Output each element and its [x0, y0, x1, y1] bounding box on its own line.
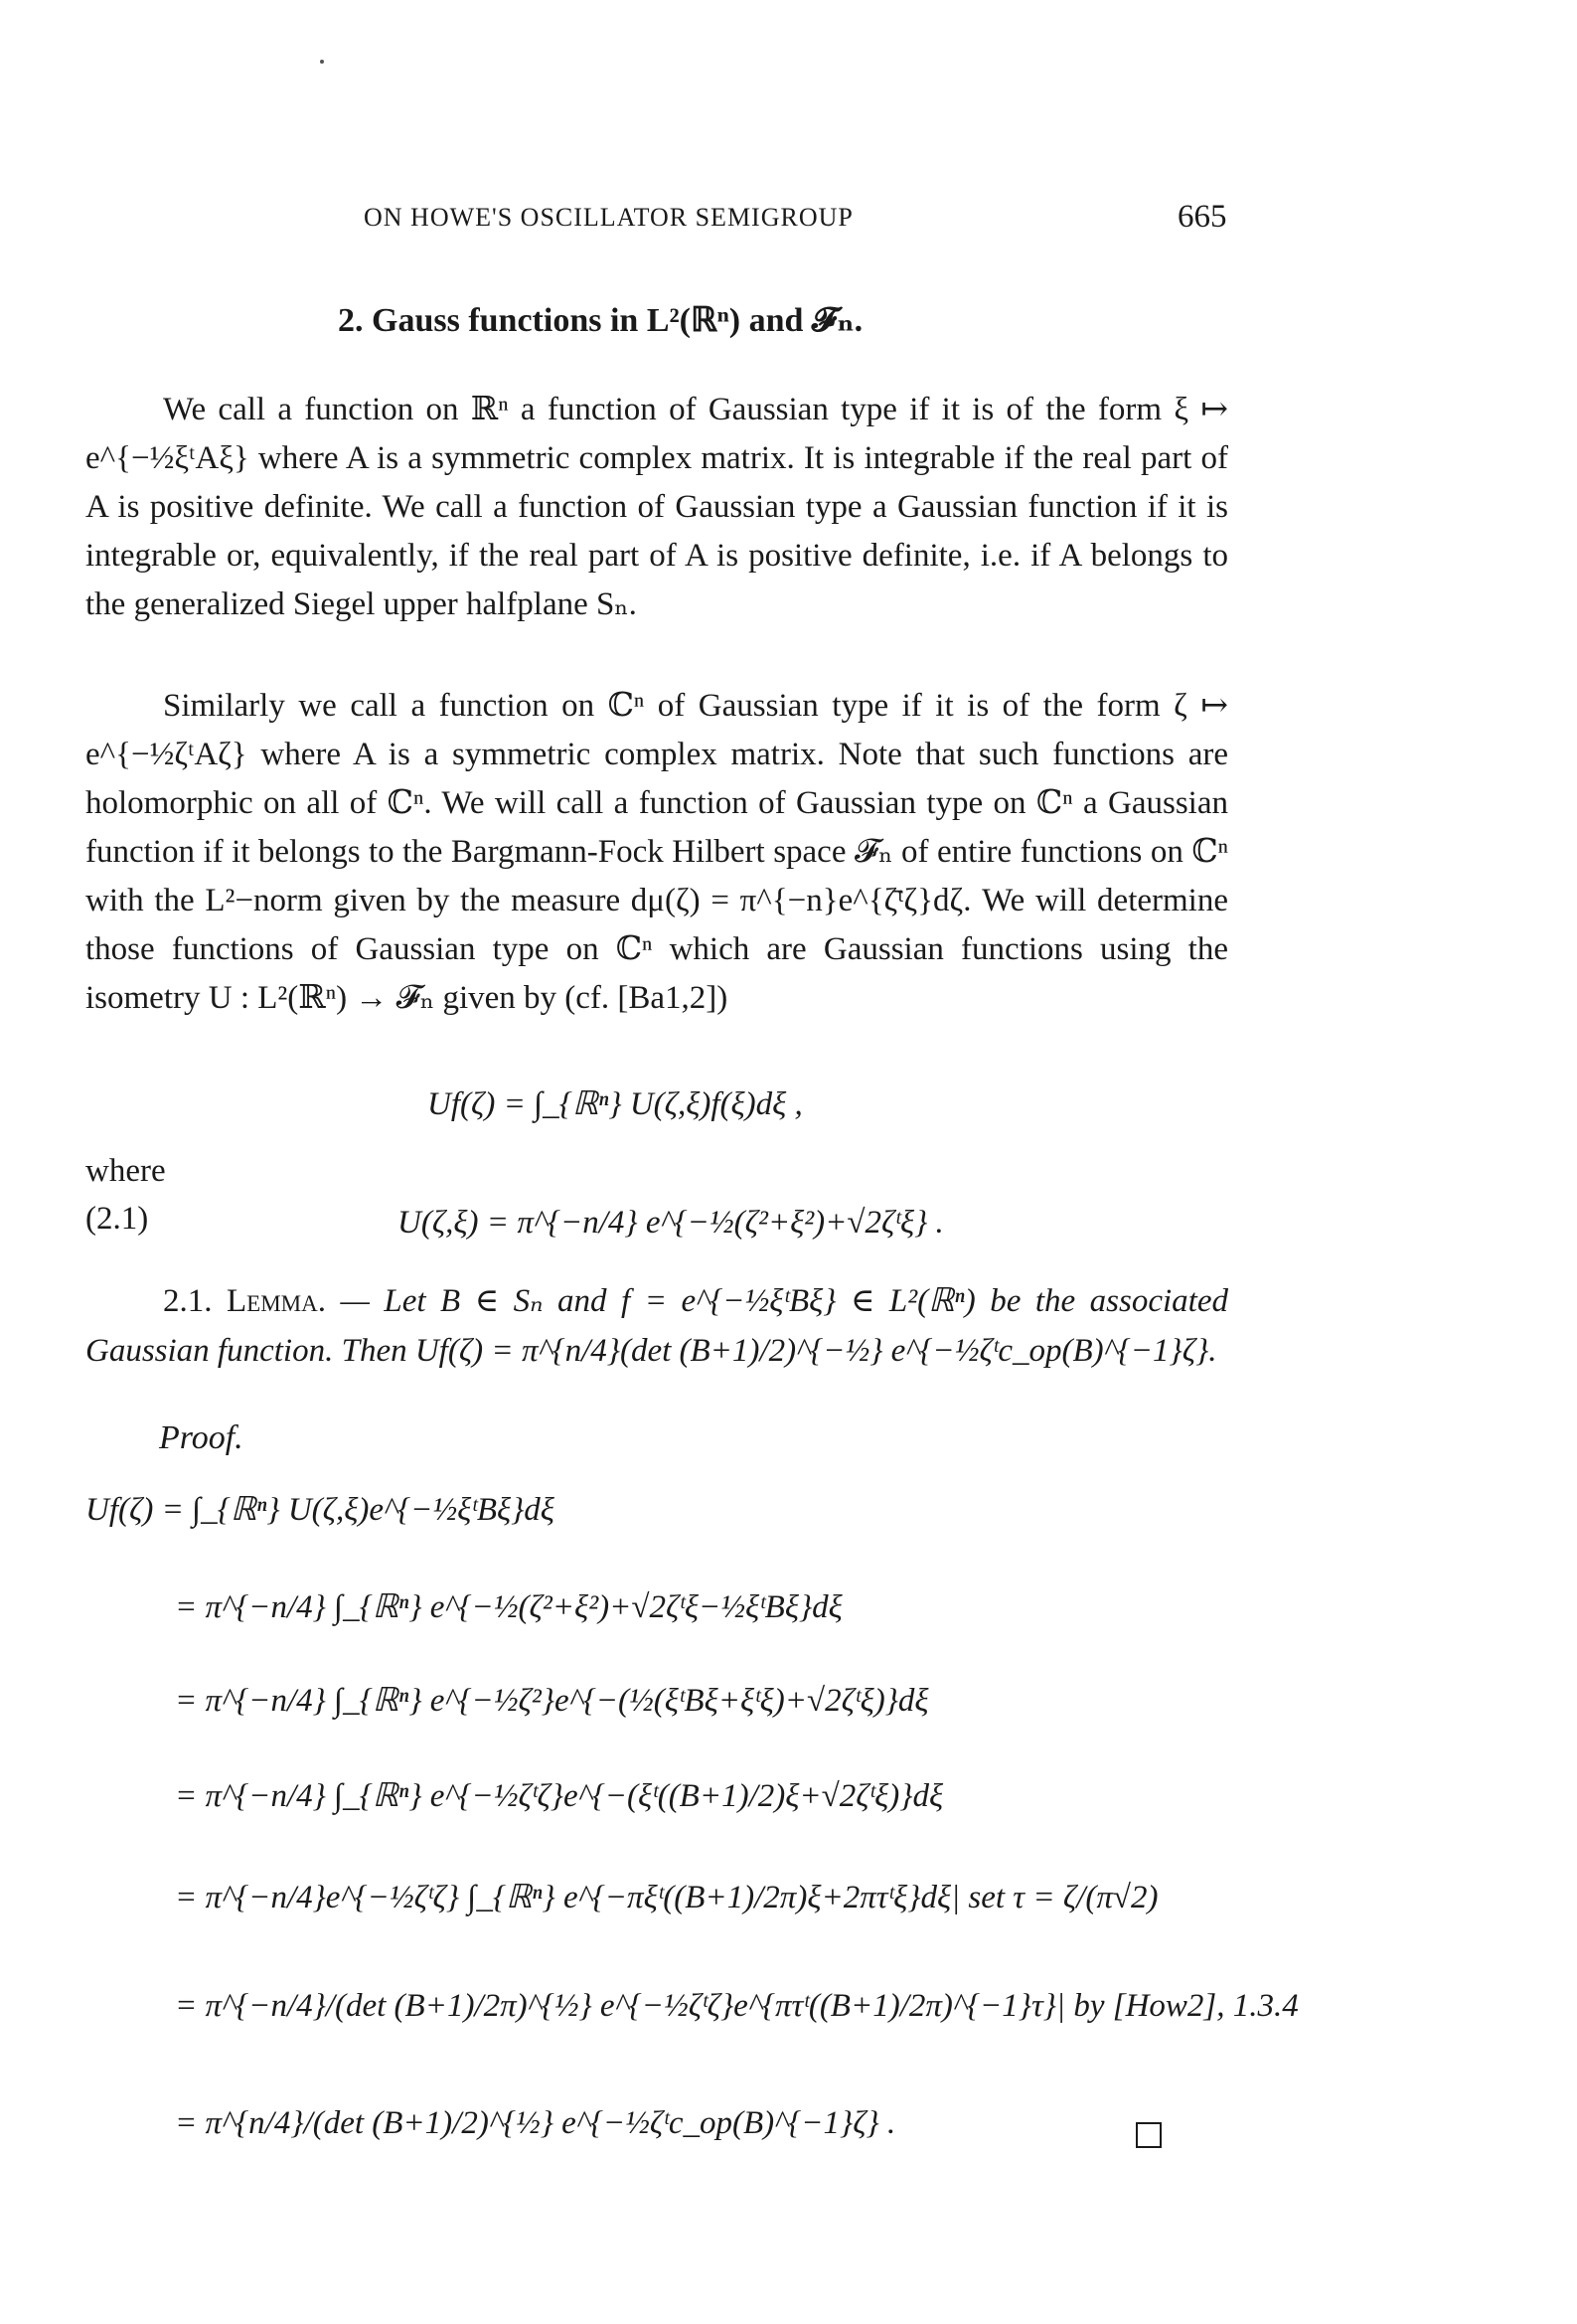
page-number: 665 [1178, 199, 1227, 235]
paragraph-2-text: Similarly we call a function on ℂⁿ of Gaussian type if it is of the form ζ ↦ e^{−½ζᵗAζ} where A is a symmetric complex matrix. Note that such functions are holomorphic on all of ℂⁿ. We will call a function of Gaussian type on ℂⁿ a Gaussian function if it belongs to the Bargmann-Fock Hilbert space 𝓕ₙ of entire functions on ℂⁿ with the L²−norm given by the measure dμ(ζ) = π^{−n}e^{ζ̄ᵗζ}dζ. We will determine those functions of Gaussian type on ℂⁿ which are Gaussian functions using the isometry U : L²(ℝⁿ) → 𝓕ₙ given by (cf. [Ba1,2]) [85, 688, 1228, 1016]
paragraph-1-text: We call a function on ℝⁿ a function of Gaussian type if it is of the form ξ ↦ e^{−½ξᵗAξ} where A is a symmetric complex matrix. It is integrable if the real part of A is positive definite. We call a function of Gaussian type a Gaussian function if it is integrable or, equivalently, if the real part of A is positive definite, i.e. if A belongs to the generalized Siegel upper halfplane Sₙ. [85, 392, 1228, 622]
proof-line-7: = π^{n/4}/(det (B+1)/2)^{½} e^{−½ζᵗc_op(B)^{−1}ζ} . [175, 2105, 896, 2141]
lemma-text-block [85, 1276, 1228, 1376]
paragraph-1 [85, 386, 1228, 629]
proof-heading: Proof. [159, 1419, 243, 1456]
proof-line-3: = π^{−n/4} ∫_{ℝⁿ} e^{−½ζ²}e^{−(½(ξᵗBξ+ξᵗξ)+√2ζᵗξ)}dξ [175, 1683, 929, 1719]
proof-line-2: = π^{−n/4} ∫_{ℝⁿ} e^{−½(ζ²+ξ²)+√2ζᵗξ−½ξᵗBξ}dξ [175, 1589, 843, 1625]
proof-line-1: Uf(ζ) = ∫_{ℝⁿ} U(ζ,ξ)e^{−½ξᵗBξ}dξ [85, 1492, 554, 1528]
proof-line-4: = π^{−n/4} ∫_{ℝⁿ} e^{−½ζᵗζ}e^{−(ξᵗ((B+1)/2)ξ+√2ζᵗξ)}dξ [175, 1778, 944, 1814]
proof-line-6: = π^{−n/4}/(det (B+1)/2π)^{½} e^{−½ζᵗζ}e^{πτᵗ((B+1)/2π)^{−1}τ}| by [How2], 1.3.4 [175, 1988, 1299, 2024]
scan-speck [320, 60, 324, 64]
qed-box-icon [1136, 2122, 1162, 2148]
lemma-label: 2.1. Lemma. [163, 1283, 326, 1319]
lemma-2-1 [85, 1276, 1228, 1376]
proof-line-5: = π^{−n/4}e^{−½ζᵗζ} ∫_{ℝⁿ} e^{−πξᵗ((B+1)/2π)ξ+2πτᵗξ}dξ| set τ = ζ/(π√2) [175, 1880, 1159, 1915]
paragraph-2 [85, 682, 1228, 1023]
equation-label-2-1: (2.1) [85, 1201, 149, 1237]
where-label: where [85, 1153, 166, 1189]
running-header: ON HOWE'S OSCILLATOR SEMIGROUP [364, 203, 854, 232]
equation-uf-definition: Uf(ζ) = ∫_{ℝⁿ} U(ζ,ξ)f(ξ)dξ , [427, 1086, 803, 1122]
equation-kernel: U(ζ,ξ) = π^{−n/4} e^{−½(ζ²+ξ²)+√2ζᵗξ} . [397, 1205, 944, 1241]
lemma-statement: — Let B ∈ Sₙ and f = e^{−½ξᵗBξ} ∈ L²(ℝⁿ) be the associated Gaussian function. Then Uf(ζ) = π^{n/4}(det (B+1)/2)^{−½} e^{−½ζᵗc_op(B)^{−1}ζ}. [85, 1283, 1229, 1369]
section-title: 2. Gauss functions in L²(ℝⁿ) and 𝓕ₙ. [338, 302, 864, 339]
